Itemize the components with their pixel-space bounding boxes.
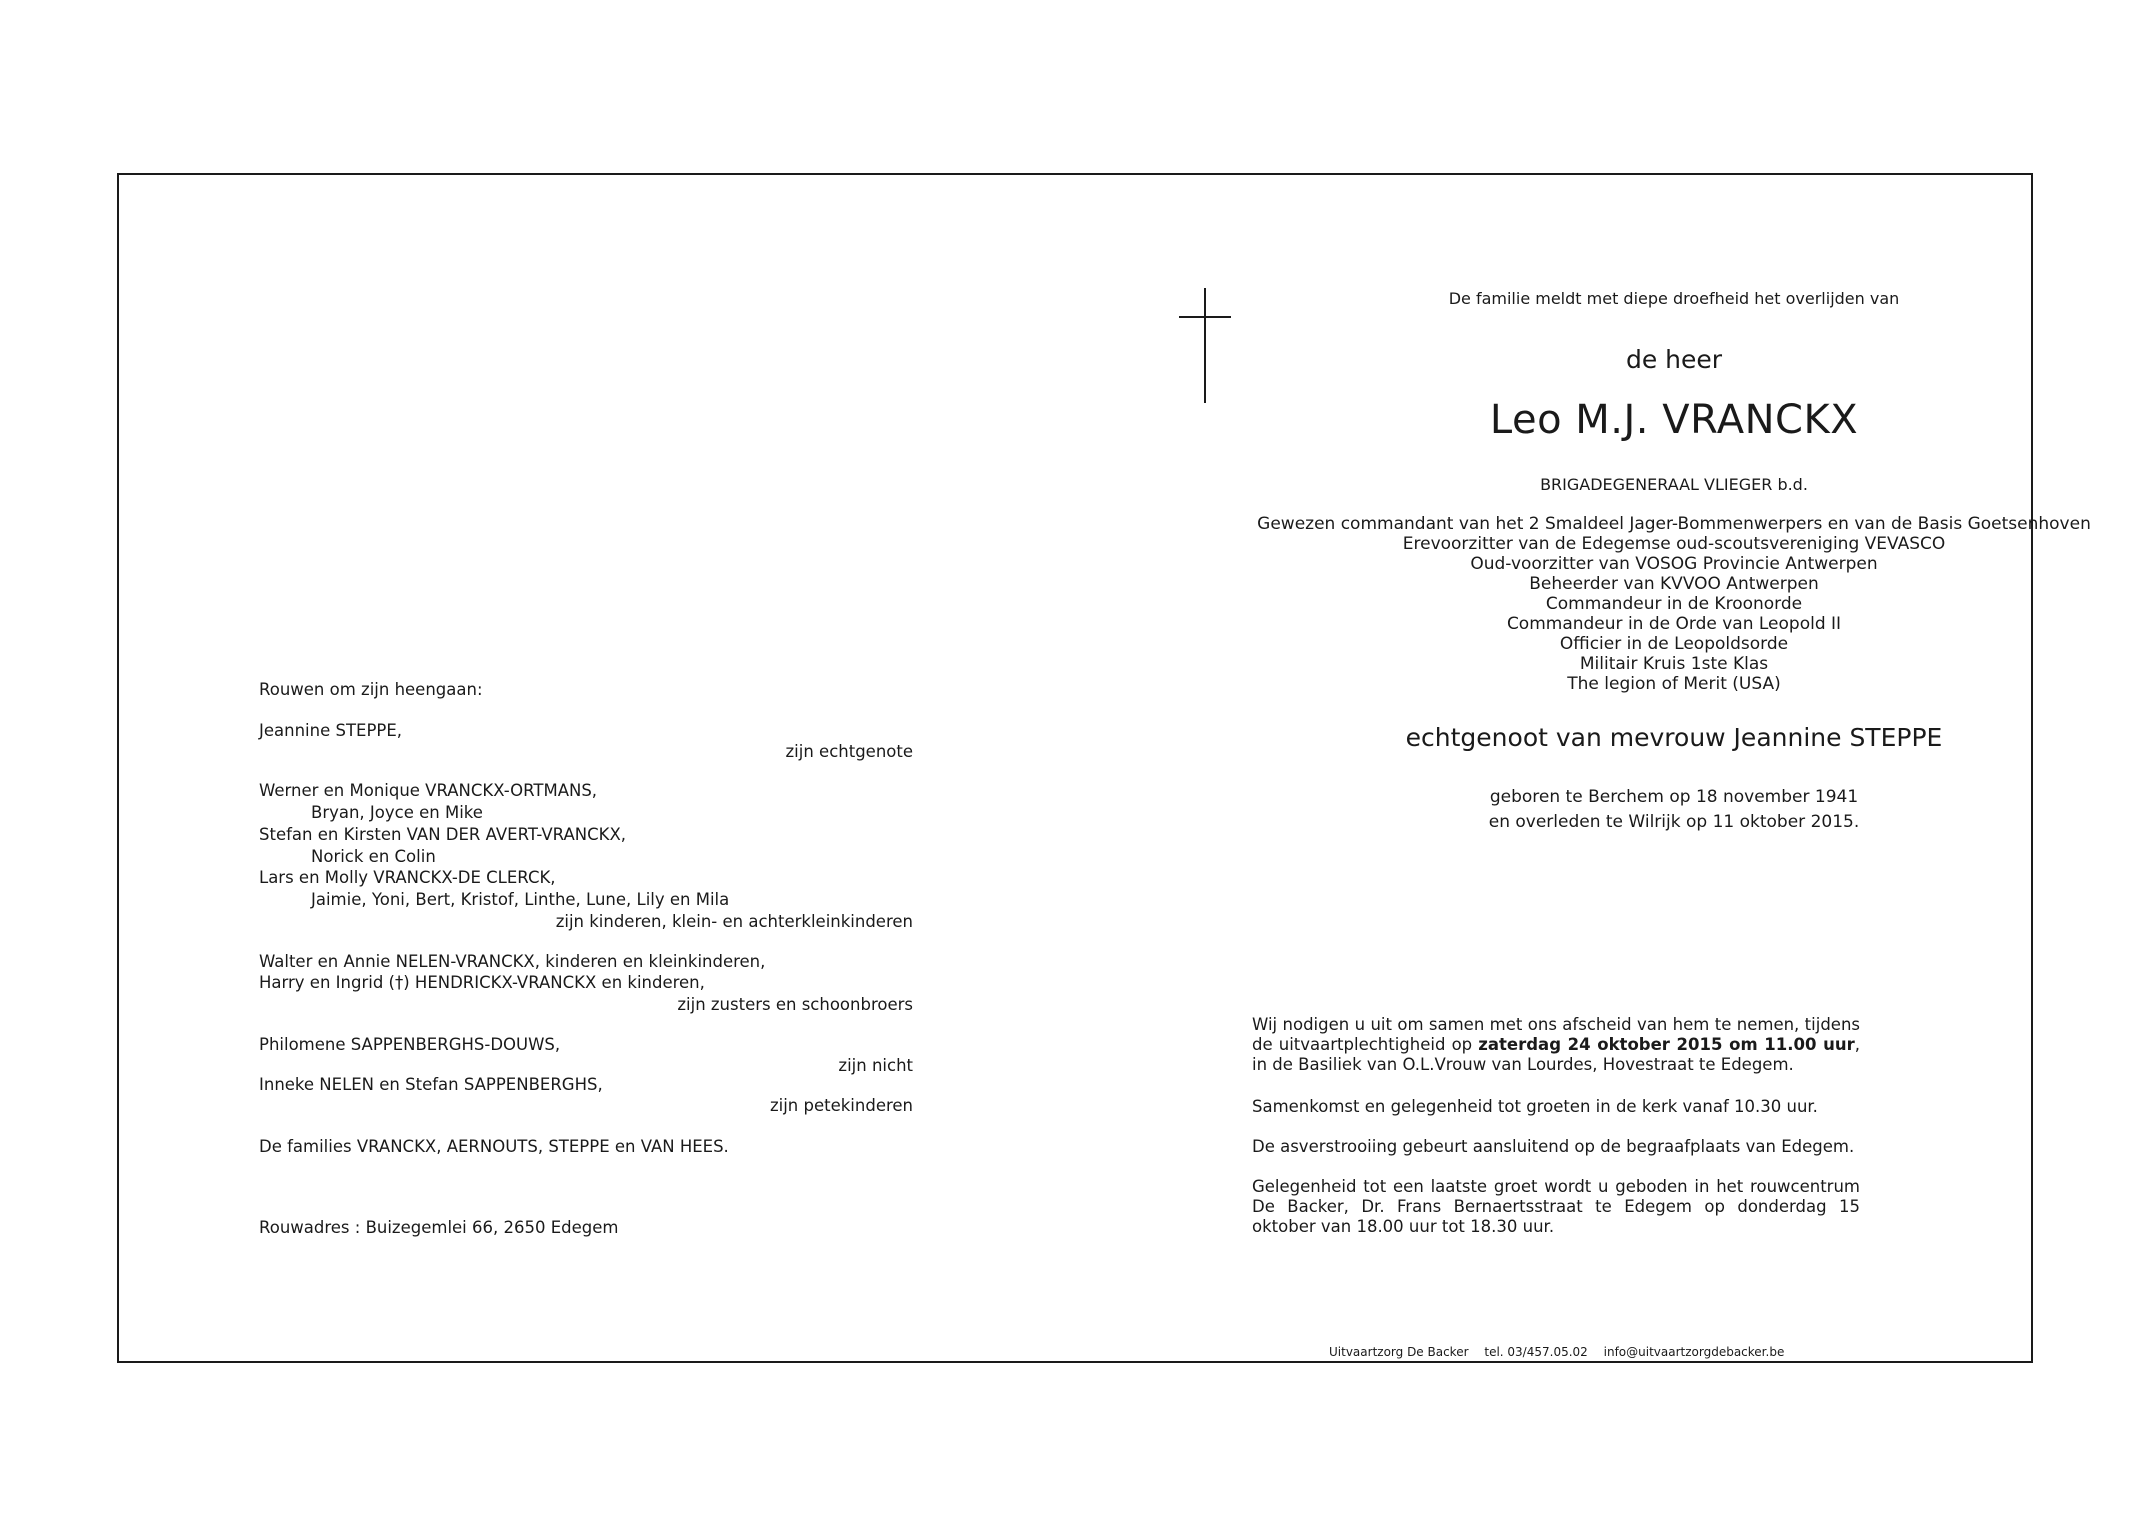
cross-icon bbox=[1179, 316, 1231, 318]
extended-families: De families VRANCKX, AERNOUTS, STEPPE en VAN HEES. bbox=[259, 1137, 729, 1156]
honors-list bbox=[1159, 514, 2150, 694]
mourning-address: Rouwadres : Buizegemlei 66, 2650 Edegem bbox=[259, 1218, 619, 1237]
honor-item: The legion of Merit (USA) bbox=[1567, 674, 1781, 694]
child-family-1: Werner en Monique VRANCKX-ORTMANS, bbox=[259, 781, 598, 800]
wife-role: zijn echtgenote bbox=[785, 742, 913, 761]
honor-item: Oud-voorzitter van VOSOG Provincie Antwerpen bbox=[1470, 554, 1878, 574]
gathering-info: Samenkomst en gelegenheid tot groeten in de kerk vanaf 10.30 uur. bbox=[1252, 1097, 1818, 1116]
honorific: de heer bbox=[1625, 345, 1723, 374]
ashes-info: De asverstrooiing gebeurt aansluitend op de begraafplaats van Edegem. bbox=[1252, 1137, 1855, 1156]
godchildren-names: Inneke NELEN en Stefan SAPPENBERGHS, bbox=[259, 1075, 603, 1094]
child-family-2: Stefan en Kirsten VAN DER AVERT-VRANCKX, bbox=[259, 825, 626, 844]
niece-role: zijn nicht bbox=[838, 1056, 913, 1075]
birth-line: geboren te Berchem op 18 november 1941 bbox=[1489, 787, 1859, 807]
undertaker-phone: tel. 03/457.05.02 bbox=[1484, 1345, 1588, 1359]
child-family-3: Lars en Molly VRANCKX-DE CLERCK, bbox=[259, 868, 556, 887]
honor-item: Militair Kruis 1ste Klas bbox=[1579, 654, 1769, 674]
sibling-family-1: Walter en Annie NELEN-VRANCKX, kinderen en kleinkinderen, bbox=[259, 952, 766, 971]
viewing-info: Gelegenheid tot een laatste groet wordt u geboden in het rouwcentrum De Backer, Dr. Frans Bernaertsstraat te Edegem op donderdag 15 oktober van 18.00 uur tot 18.30 uur. bbox=[1252, 1177, 1860, 1236]
honor-item: Beheerder van KVVOO Antwerpen bbox=[1529, 574, 1819, 594]
spouse-line: echtgenoot van mevrouw Jeannine STEPPE bbox=[1405, 723, 1943, 752]
honor-item: Officier in de Leopoldsorde bbox=[1559, 634, 1789, 654]
honor-item: Gewezen commandant van het 2 Smaldeel Jager-Bommenwerpers en van de Basis Goetsenhoven bbox=[1257, 514, 2091, 534]
grandchildren-1: Bryan, Joyce en Mike bbox=[311, 803, 483, 822]
siblings-role: zijn zusters en schoonbroers bbox=[677, 995, 913, 1014]
niece-name: Philomene SAPPENBERGHS-DOUWS, bbox=[259, 1035, 561, 1054]
funeral-datetime: zaterdag 24 oktober 2015 om 11.00 uur bbox=[1478, 1035, 1855, 1054]
honor-item: Erevoorzitter van de Edegemse oud-scoutsvereniging VEVASCO bbox=[1402, 534, 1946, 554]
military-rank: BRIGADEGENERAAL VLIEGER b.d. bbox=[1540, 475, 1808, 494]
mourners-heading: Rouwen om zijn heengaan: bbox=[259, 680, 483, 699]
deceased-name: Leo M.J. VRANCKX bbox=[1489, 397, 1859, 443]
undertaker-name: Uitvaartzorg De Backer bbox=[1329, 1345, 1469, 1359]
undertaker-email: info@uitvaartzorgdebacker.be bbox=[1603, 1345, 1785, 1359]
sibling-family-2: Harry en Ingrid (†) HENDRICKX-VRANCKX en kinderen, bbox=[259, 973, 705, 992]
honor-item: Commandeur in de Kroonorde bbox=[1545, 594, 1803, 614]
intro-line: De familie meldt met diepe droefheid het overlijden van bbox=[1448, 289, 1900, 308]
grandchildren-3: Jaimie, Yoni, Bert, Kristof, Linthe, Lune, Lily en Mila bbox=[311, 890, 730, 909]
honor-item: Commandeur in de Orde van Leopold II bbox=[1506, 614, 1842, 634]
death-line: en overleden te Wilrijk op 11 oktober 2015. bbox=[1488, 812, 1860, 832]
undertaker-footer bbox=[1329, 1345, 1796, 1359]
godchildren-role: zijn petekinderen bbox=[769, 1096, 913, 1115]
wife-name: Jeannine STEPPE, bbox=[259, 721, 403, 740]
invitation-text-pre: Wij nodigen u uit om samen met ons afscheid van hem te nemen, tijdens de uitvaartplechtigheid op bbox=[1252, 1015, 1860, 1054]
life-dates bbox=[1159, 785, 2150, 835]
grandchildren-2: Norick en Colin bbox=[311, 847, 436, 866]
funeral-invitation bbox=[1252, 1015, 1860, 1075]
children-role: zijn kinderen, klein- en achterkleinkinderen bbox=[555, 912, 913, 931]
invitation-text-post: , in de Basiliek van O.L.Vrouw van Lourdes, Hovestraat te Edegem. bbox=[1252, 1035, 1860, 1074]
death-notice-card bbox=[117, 173, 2091, 1363]
